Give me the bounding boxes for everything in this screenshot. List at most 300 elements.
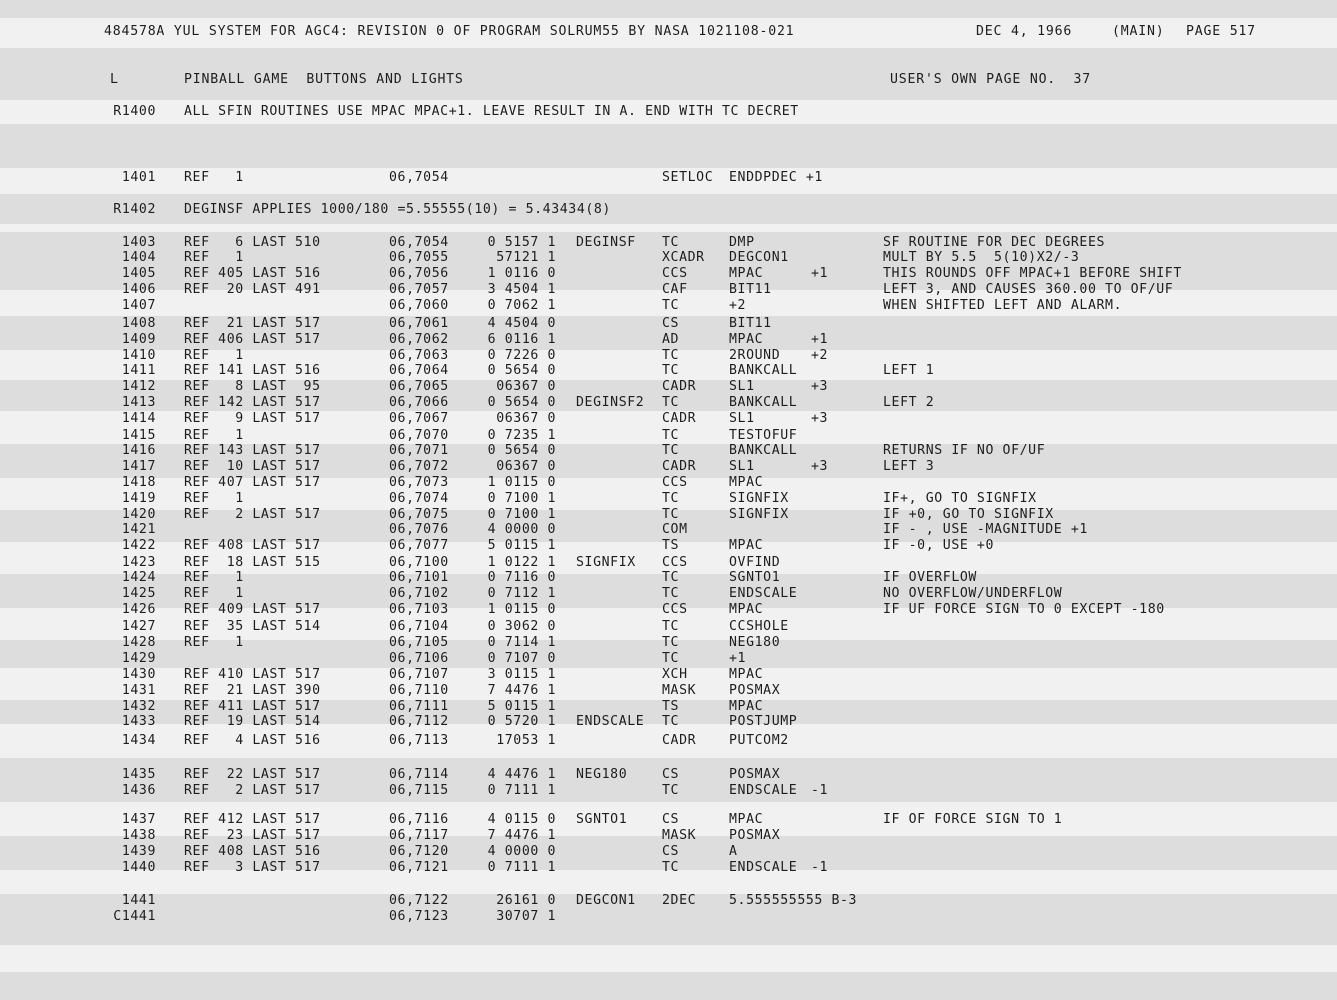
addr-field: 06,7054	[389, 235, 449, 250]
listing-line	[0, 570, 1337, 586]
addr-field: 06,7056	[389, 266, 449, 281]
word-field: 0 7111 1	[487, 860, 556, 875]
comment-field: THIS ROUNDS OFF MPAC+1 BEFORE SHIFT	[883, 266, 1182, 281]
word-field: 4 0000 0	[487, 522, 556, 537]
mod-field: +1	[811, 332, 829, 347]
operand-field: MPAC	[729, 332, 764, 347]
word-field: 0 7062 1	[487, 298, 556, 313]
op-field: CCS	[662, 266, 688, 281]
card-field: 1410	[121, 348, 156, 363]
addr-field: 06,7104	[389, 619, 449, 634]
ref-field: REF 409 LAST 517	[184, 602, 321, 617]
mod-field: +3	[811, 379, 829, 394]
addr-field: 06,7120	[389, 844, 449, 859]
op-field: XCH	[662, 667, 688, 682]
ref-field: REF 21 LAST 390	[184, 683, 321, 698]
ref-field: REF 142 LAST 517	[184, 395, 321, 410]
ref-field: REF 143 LAST 517	[184, 443, 321, 458]
addr-field: 06,7076	[389, 522, 449, 537]
addr-field: 06,7061	[389, 316, 449, 331]
listing-line	[0, 586, 1337, 602]
ref-field: REF 1	[184, 586, 244, 601]
word-field: 4 0000 0	[487, 844, 556, 859]
ref-field: REF 1	[184, 635, 244, 650]
card-field: 1430	[121, 667, 156, 682]
op-field: CADR	[662, 733, 697, 748]
ref-field: REF 10 LAST 517	[184, 459, 321, 474]
listing-line	[0, 667, 1337, 683]
listing-date: DEC 4, 1966	[976, 24, 1073, 39]
card-field: 1435	[121, 767, 156, 782]
addr-field: 06,7100	[389, 555, 449, 570]
comment-field: IF UF FORCE SIGN TO 0 EXCEPT -180	[883, 602, 1165, 617]
word-field: 1 0116 0	[487, 266, 556, 281]
card-field: 1426	[121, 602, 156, 617]
label-field: DEGINSF2	[576, 395, 645, 410]
listing-line	[0, 411, 1337, 427]
word-field: 0 3062 0	[487, 619, 556, 634]
listing-line	[0, 893, 1337, 909]
listing-line	[0, 714, 1337, 730]
card-field: 1403	[121, 235, 156, 250]
addr-field: 06,7122	[389, 893, 449, 908]
ref-field: REF 20 LAST 491	[184, 282, 321, 297]
card-field: 1416	[121, 443, 156, 458]
listing-section: (MAIN)	[1112, 24, 1165, 39]
ref-field: REF 1	[184, 491, 244, 506]
word-field: 0 7107 0	[487, 651, 556, 666]
card-field: 1434	[121, 733, 156, 748]
addr-field: 06,7112	[389, 714, 449, 729]
op-field: TC	[662, 428, 680, 443]
word-field: 0 7114 1	[487, 635, 556, 650]
op-field: XCADR	[662, 250, 705, 265]
card-field: 1411	[121, 363, 156, 378]
operand-field: POSTJUMP	[729, 714, 798, 729]
op-field: CAF	[662, 282, 688, 297]
ref-field: REF 8 LAST 95	[184, 379, 321, 394]
ref-field: REF 23 LAST 517	[184, 828, 321, 843]
listing-line	[0, 651, 1337, 667]
mod-field: -1	[811, 860, 829, 875]
listing-line	[0, 363, 1337, 379]
op-field: CCS	[662, 602, 688, 617]
listing-line	[0, 828, 1337, 844]
operand-field: POSMAX	[729, 683, 781, 698]
op-field: CS	[662, 767, 680, 782]
section-title: PINBALL GAME BUTTONS AND LIGHTS	[184, 72, 464, 87]
ref-field: REF 408 LAST 517	[184, 538, 321, 553]
listing-line	[0, 844, 1337, 860]
op-field: SETLOC	[662, 170, 714, 185]
op-field: AD	[662, 332, 680, 347]
comment-field: WHEN SHIFTED LEFT AND ALARM.	[883, 298, 1123, 313]
word-field: 0 5157 1	[487, 235, 556, 250]
operand-field: ENDDPDEC +1	[729, 170, 823, 185]
listing-line	[0, 475, 1337, 491]
listing-line	[0, 860, 1337, 876]
card-field: 1423	[121, 555, 156, 570]
listing-line	[0, 538, 1337, 554]
operand-field: POSMAX	[729, 828, 781, 843]
word-field: 0 7100 1	[487, 507, 556, 522]
operand-field: MPAC	[729, 699, 764, 714]
addr-field: 06,7102	[389, 586, 449, 601]
addr-field: 06,7067	[389, 411, 449, 426]
addr-field: 06,7072	[389, 459, 449, 474]
card-field: 1407	[121, 298, 156, 313]
card-field: 1415	[121, 428, 156, 443]
operand-field: PUTCOM2	[729, 733, 789, 748]
mod-field: +3	[811, 459, 829, 474]
op-field: TC	[662, 783, 680, 798]
operand-field: BANKCALL	[729, 363, 798, 378]
operand-field: BANKCALL	[729, 395, 798, 410]
op-field: TC	[662, 586, 680, 601]
operand-field: MPAC	[729, 667, 764, 682]
op-field: MASK	[662, 828, 697, 843]
ref-field: REF 18 LAST 515	[184, 555, 321, 570]
word-field: 17053 1	[496, 733, 556, 748]
op-field: TC	[662, 348, 680, 363]
op-field: TS	[662, 538, 680, 553]
addr-field: 06,7073	[389, 475, 449, 490]
word-field: 06367 0	[496, 459, 556, 474]
card-field: 1404	[121, 250, 156, 265]
card-field: 1424	[121, 570, 156, 585]
listing-line	[0, 733, 1337, 749]
ref-field: REF 22 LAST 517	[184, 767, 321, 782]
operand-field: NEG180	[729, 635, 781, 650]
word-field: 5 0115 1	[487, 538, 556, 553]
op-field: CS	[662, 812, 680, 827]
comment-field: IF OF FORCE SIGN TO 1	[883, 812, 1063, 827]
op-field: TC	[662, 235, 680, 250]
op-field: TC	[662, 570, 680, 585]
comment-field: LEFT 1	[883, 363, 935, 378]
op-field: CADR	[662, 379, 697, 394]
operand-field: +2	[729, 298, 747, 313]
operand-field: SIGNFIX	[729, 507, 789, 522]
operand-field: OVFIND	[729, 555, 781, 570]
operand-field: SL1	[729, 459, 755, 474]
op-field: TC	[662, 363, 680, 378]
comment-field: IF +0, GO TO SIGNFIX	[883, 507, 1054, 522]
label-field: ENDSCALE	[576, 714, 645, 729]
op-field: TS	[662, 699, 680, 714]
operand-field: POSMAX	[729, 767, 781, 782]
ref-field: REF 6 LAST 510	[184, 235, 321, 250]
card-field: 1432	[121, 699, 156, 714]
comment-field: MULT BY 5.5 5(10)X2/-3	[883, 250, 1080, 265]
card-field: 1418	[121, 475, 156, 490]
ref-field: REF 2 LAST 517	[184, 783, 321, 798]
text-field: DEGINSF APPLIES 1000/180 =5.55555(10) = 5.43434(8)	[184, 202, 611, 217]
addr-field: 06,7106	[389, 651, 449, 666]
op-field: TC	[662, 619, 680, 634]
word-field: 06367 0	[496, 411, 556, 426]
operand-field: SIGNFIX	[729, 491, 789, 506]
card-field: 1428	[121, 635, 156, 650]
addr-field: 06,7107	[389, 667, 449, 682]
card-field: 1437	[121, 812, 156, 827]
addr-field: 06,7064	[389, 363, 449, 378]
card-field: 1422	[121, 538, 156, 553]
addr-field: 06,7071	[389, 443, 449, 458]
addr-field: 06,7115	[389, 783, 449, 798]
card-field: 1414	[121, 411, 156, 426]
comment-field: LEFT 3	[883, 459, 935, 474]
op-field: 2DEC	[662, 893, 697, 908]
label-field: DEGINSF	[576, 235, 636, 250]
word-field: 4 0115 0	[487, 812, 556, 827]
ref-field: REF 35 LAST 514	[184, 619, 321, 634]
comment-field: LEFT 2	[883, 395, 935, 410]
card-field: 1441	[121, 893, 156, 908]
op-field: TC	[662, 443, 680, 458]
comment-field: LEFT 3, AND CAUSES 360.00 TO OF/UF	[883, 282, 1174, 297]
word-field: 1 0115 0	[487, 602, 556, 617]
listing-line	[0, 602, 1337, 618]
card-field: 1431	[121, 683, 156, 698]
text-field: ALL SFIN ROUTINES USE MPAC MPAC+1. LEAVE RESULT IN A. END WITH TC DECRET	[184, 104, 799, 119]
word-field: 0 7235 1	[487, 428, 556, 443]
operand-field: MPAC	[729, 812, 764, 827]
program-title: 484578A YUL SYSTEM FOR AGC4: REVISION 0 OF PROGRAM SOLRUM55 BY NASA 1021108-021	[104, 24, 795, 39]
operand-field: CCSHOLE	[729, 619, 789, 634]
addr-field: 06,7077	[389, 538, 449, 553]
listing-line	[0, 459, 1337, 475]
operand-field: DMP	[729, 235, 755, 250]
word-field: 5 0115 1	[487, 699, 556, 714]
op-field: TC	[662, 651, 680, 666]
card-field: 1420	[121, 507, 156, 522]
ref-field: REF 21 LAST 517	[184, 316, 321, 331]
operand-field: A	[729, 844, 738, 859]
card-field: 1425	[121, 586, 156, 601]
level-mark: L	[110, 72, 119, 87]
operand-field: ENDSCALE	[729, 860, 798, 875]
word-field: 0 5654 0	[487, 363, 556, 378]
card-field: 1427	[121, 619, 156, 634]
addr-field: 06,7074	[389, 491, 449, 506]
operand-field: SL1	[729, 379, 755, 394]
addr-field: 06,7066	[389, 395, 449, 410]
operand-field: MPAC	[729, 475, 764, 490]
listing-line	[0, 379, 1337, 395]
ref-field: REF 410 LAST 517	[184, 667, 321, 682]
ref-field: REF 406 LAST 517	[184, 332, 321, 347]
operand-field: MPAC	[729, 602, 764, 617]
card-field: 1429	[121, 651, 156, 666]
label-field: SIGNFIX	[576, 555, 636, 570]
op-field: TC	[662, 298, 680, 313]
card-field: 1405	[121, 266, 156, 281]
word-field: 1 0115 0	[487, 475, 556, 490]
comment-field: NO OVERFLOW/UNDERFLOW	[883, 586, 1063, 601]
addr-field: 06,7110	[389, 683, 449, 698]
addr-field: 06,7075	[389, 507, 449, 522]
listing-line	[0, 298, 1337, 314]
word-field: 57121 1	[496, 250, 556, 265]
op-field: TC	[662, 395, 680, 410]
listing-line	[0, 699, 1337, 715]
word-field: 0 5654 0	[487, 443, 556, 458]
word-field: 4 4476 1	[487, 767, 556, 782]
word-field: 0 5720 1	[487, 714, 556, 729]
operand-field: 2ROUND	[729, 348, 781, 363]
word-field: 4 4504 0	[487, 316, 556, 331]
ref-field: REF 3 LAST 517	[184, 860, 321, 875]
comment-field: IF+, GO TO SIGNFIX	[883, 491, 1037, 506]
word-field: 06367 0	[496, 379, 556, 394]
label-field: NEG180	[576, 767, 628, 782]
operand-field: MPAC	[729, 266, 764, 281]
op-field: COM	[662, 522, 688, 537]
word-field: 3 0115 1	[487, 667, 556, 682]
word-field: 0 7111 1	[487, 783, 556, 798]
addr-field: 06,7054	[389, 170, 449, 185]
listing-line	[0, 395, 1337, 411]
listing-line	[0, 250, 1337, 266]
listing-line	[0, 170, 1337, 186]
listing-line	[0, 767, 1337, 783]
card-field: 1401	[121, 170, 156, 185]
ref-field: REF 9 LAST 517	[184, 411, 321, 426]
ref-field: REF 412 LAST 517	[184, 812, 321, 827]
card-field: R1400	[113, 104, 156, 119]
card-field: 1433	[121, 714, 156, 729]
operand-field: BIT11	[729, 316, 772, 331]
comment-field: IF OVERFLOW	[883, 570, 977, 585]
addr-field: 06,7060	[389, 298, 449, 313]
listing-line	[0, 491, 1337, 507]
addr-field: 06,7117	[389, 828, 449, 843]
addr-field: 06,7063	[389, 348, 449, 363]
word-field: 0 7226 0	[487, 348, 556, 363]
remark-line	[0, 104, 1337, 120]
operand-field: TESTOFUF	[729, 428, 798, 443]
ref-field: REF 141 LAST 516	[184, 363, 321, 378]
addr-field: 06,7105	[389, 635, 449, 650]
word-field: 0 7100 1	[487, 491, 556, 506]
addr-field: 06,7065	[389, 379, 449, 394]
card-field: 1439	[121, 844, 156, 859]
ref-field: REF 407 LAST 517	[184, 475, 321, 490]
page-subheader	[0, 72, 1337, 88]
op-field: TC	[662, 491, 680, 506]
op-field: TC	[662, 635, 680, 650]
ref-field: REF 1	[184, 348, 244, 363]
card-field: 1406	[121, 282, 156, 297]
card-field: 1421	[121, 522, 156, 537]
ref-field: REF 1	[184, 428, 244, 443]
operand-field: BANKCALL	[729, 443, 798, 458]
ref-field: REF 1	[184, 170, 244, 185]
operand-field: ENDSCALE	[729, 783, 798, 798]
listing-line	[0, 282, 1337, 298]
remark-line	[0, 202, 1337, 218]
addr-field: 06,7103	[389, 602, 449, 617]
op-field: CADR	[662, 459, 697, 474]
word-field: 0 7116 0	[487, 570, 556, 585]
page-number: PAGE 517	[1186, 24, 1256, 39]
ref-field: REF 408 LAST 516	[184, 844, 321, 859]
addr-field: 06,7113	[389, 733, 449, 748]
card-field: 1440	[121, 860, 156, 875]
card-field: C1441	[113, 909, 156, 924]
addr-field: 06,7055	[389, 250, 449, 265]
listing-line	[0, 428, 1337, 444]
operand-field: ENDSCALE	[729, 586, 798, 601]
op-field: CADR	[662, 411, 697, 426]
word-field: 0 7112 1	[487, 586, 556, 601]
op-field: TC	[662, 507, 680, 522]
mod-field: -1	[811, 783, 829, 798]
ref-field: REF 19 LAST 514	[184, 714, 321, 729]
listing-line	[0, 619, 1337, 635]
operand-field: BIT11	[729, 282, 772, 297]
op-field: CCS	[662, 475, 688, 490]
mod-field: +2	[811, 348, 829, 363]
label-field: DEGCON1	[576, 893, 636, 908]
comment-field: RETURNS IF NO OF/UF	[883, 443, 1046, 458]
operand-field: MPAC	[729, 538, 764, 553]
word-field: 0 5654 0	[487, 395, 556, 410]
card-field: 1417	[121, 459, 156, 474]
listing-line	[0, 332, 1337, 348]
listing-line	[0, 635, 1337, 651]
addr-field: 06,7121	[389, 860, 449, 875]
addr-field: 06,7116	[389, 812, 449, 827]
addr-field: 06,7062	[389, 332, 449, 347]
ref-field: REF 4 LAST 516	[184, 733, 321, 748]
card-field: 1408	[121, 316, 156, 331]
word-field: 3 4504 1	[487, 282, 556, 297]
operand-field: DEGCON1	[729, 250, 789, 265]
listing-line	[0, 316, 1337, 332]
label-field: SGNTO1	[576, 812, 628, 827]
listing-line	[0, 507, 1337, 523]
op-field: MASK	[662, 683, 697, 698]
comment-field: IF -0, USE +0	[883, 538, 995, 553]
listing-line	[0, 555, 1337, 571]
addr-field: 06,7057	[389, 282, 449, 297]
card-field: 1413	[121, 395, 156, 410]
addr-field: 06,7111	[389, 699, 449, 714]
word-field: 7 4476 1	[487, 683, 556, 698]
mod-field: +1	[811, 266, 829, 281]
op-field: CS	[662, 316, 680, 331]
operand-field: 5.555555555 B-3	[729, 893, 858, 908]
listing-line	[0, 443, 1337, 459]
op-field: CCS	[662, 555, 688, 570]
operand-field: +1	[729, 651, 747, 666]
addr-field: 06,7070	[389, 428, 449, 443]
listing-line	[0, 522, 1337, 538]
comment-field: IF - , USE -MAGNITUDE +1	[883, 522, 1088, 537]
card-field: 1419	[121, 491, 156, 506]
card-field: R1402	[113, 202, 156, 217]
comment-field: SF ROUTINE FOR DEC DEGREES	[883, 235, 1106, 250]
card-field: 1409	[121, 332, 156, 347]
operand-field: SL1	[729, 411, 755, 426]
listing-line	[0, 348, 1337, 364]
user-page-number: USER'S OWN PAGE NO. 37	[890, 72, 1092, 87]
card-field: 1412	[121, 379, 156, 394]
ref-field: REF 411 LAST 517	[184, 699, 321, 714]
ref-field: REF 405 LAST 516	[184, 266, 321, 281]
